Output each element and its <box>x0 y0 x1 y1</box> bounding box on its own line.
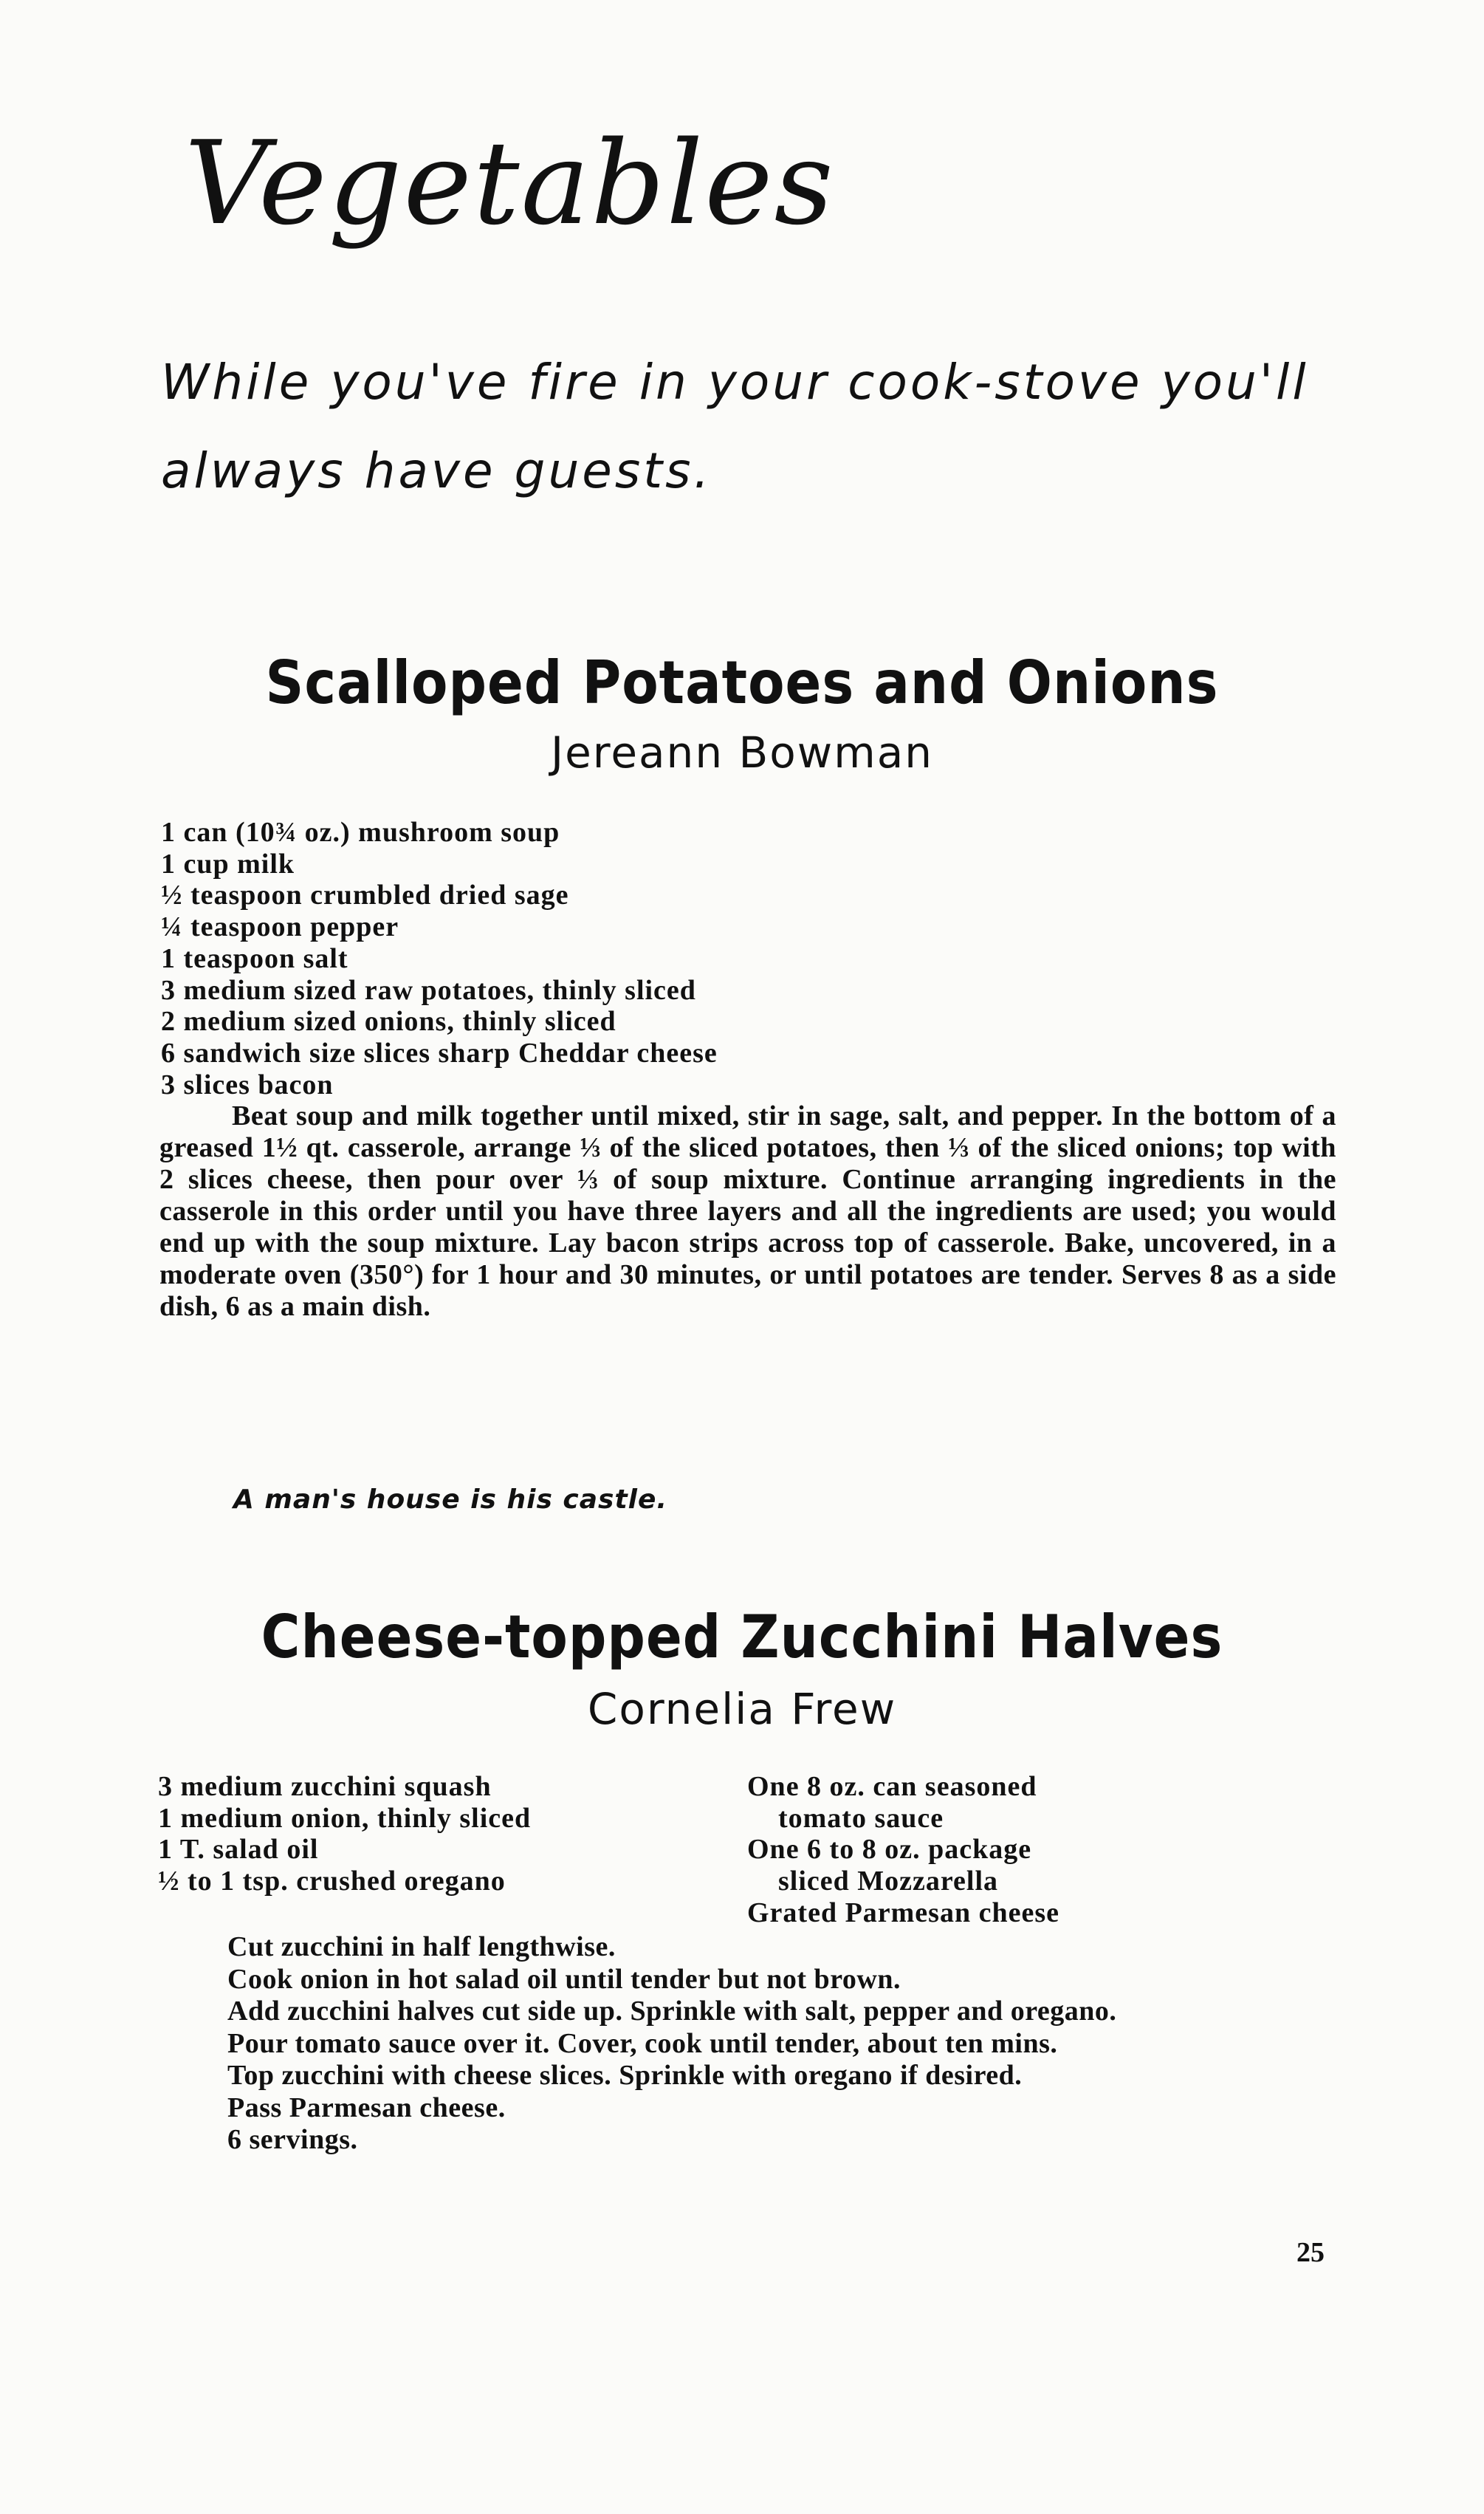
ingredient: ¼ teaspoon pepper <box>161 911 399 943</box>
recipe-2-author: Cornelia Frew <box>587 1684 897 1734</box>
epigraph-line-1: While you've fire in your cook-stove you'll <box>161 354 1309 411</box>
epigraph <box>161 338 1372 516</box>
ingredient: One 6 to 8 oz. package <box>747 1834 1032 1866</box>
proverb-quote: A man's house is his castle. <box>233 1484 668 1515</box>
page-number: 25 <box>1296 2237 1325 2268</box>
ingredient: 2 medium sized onions, thinly sliced <box>161 1006 616 1038</box>
ingredient: ½ teaspoon crumbled dried sage <box>161 880 569 911</box>
recipe-1-author: Jereann Bowman <box>550 727 934 778</box>
recipe-2-ingredients-right <box>747 1771 1059 1929</box>
step: Add zucchini halves cut side up. Sprinkle with salt, pepper and oregano. <box>227 1996 1117 2027</box>
ingredient: tomato sauce <box>778 1802 944 1834</box>
step: Pour tomato sauce over it. Cover, cook until tender, about ten mins. <box>227 2027 1058 2059</box>
recipe-2-steps <box>227 1931 1335 2157</box>
ingredient: 1 T. salad oil <box>158 1834 319 1866</box>
ingredient: 3 medium sized raw potatoes, thinly sliced <box>161 974 696 1006</box>
recipe-1-method: Beat soup and milk together until mixed, stir in sage, salt, and pepper. In the bottom of a greased 1½ qt. casserole, arrange ⅓ of the sliced potatoes, then ⅓ of the sliced onions; top with 2 slices cheese, then pour over ⅓ of soup mixture. Continue arranging ingredients in the casserole in this order until you have three layers and all the ingredients are used; you would end up with the soup mixture. Lay bacon strips across top of casserole. Bake, uncovered, in a moderate oven (350°) for 1 hour and 30 minutes, or until potatoes are tender. Serves 8 as a side dish, 6 as a main dish. <box>159 1100 1336 1322</box>
recipe-2-title: Cheese-topped Zucchini Halves <box>261 1601 1223 1672</box>
ingredient: 3 slices bacon <box>161 1069 334 1100</box>
step: Cook onion in hot salad oil until tender but not brown. <box>227 1963 901 1995</box>
ingredient: 6 sandwich size slices sharp Cheddar cheese <box>161 1037 718 1069</box>
recipe-1-title: Scalloped Potatoes and Onions <box>265 647 1219 718</box>
step: Cut zucchini in half lengthwise. <box>227 1931 616 1962</box>
section-title: Vegetables <box>185 116 835 250</box>
ingredient: 1 can (10¾ oz.) mushroom soup <box>161 817 560 848</box>
recipe-1-ingredients <box>161 817 718 1100</box>
ingredient: sliced Mozzarella <box>778 1866 999 1897</box>
ingredient: 3 medium zucchini squash <box>158 1771 492 1802</box>
ingredient: One 8 oz. can seasoned <box>747 1771 1037 1802</box>
step: Pass Parmesan cheese. <box>227 2092 506 2123</box>
ingredient: Grated Parmesan cheese <box>747 1897 1059 1928</box>
step: Top zucchini with cheese slices. Sprinkle with oregano if desired. <box>227 2060 1023 2091</box>
ingredient: 1 cup milk <box>161 848 295 880</box>
ingredient: 1 medium onion, thinly sliced <box>158 1802 532 1834</box>
step: 6 servings. <box>227 2124 358 2155</box>
epigraph-line-2: always have guests. <box>161 442 712 499</box>
ingredient: 1 teaspoon salt <box>161 942 348 974</box>
recipe-2-ingredients-left <box>158 1771 531 1897</box>
ingredient: ½ to 1 tsp. crushed oregano <box>158 1866 506 1897</box>
